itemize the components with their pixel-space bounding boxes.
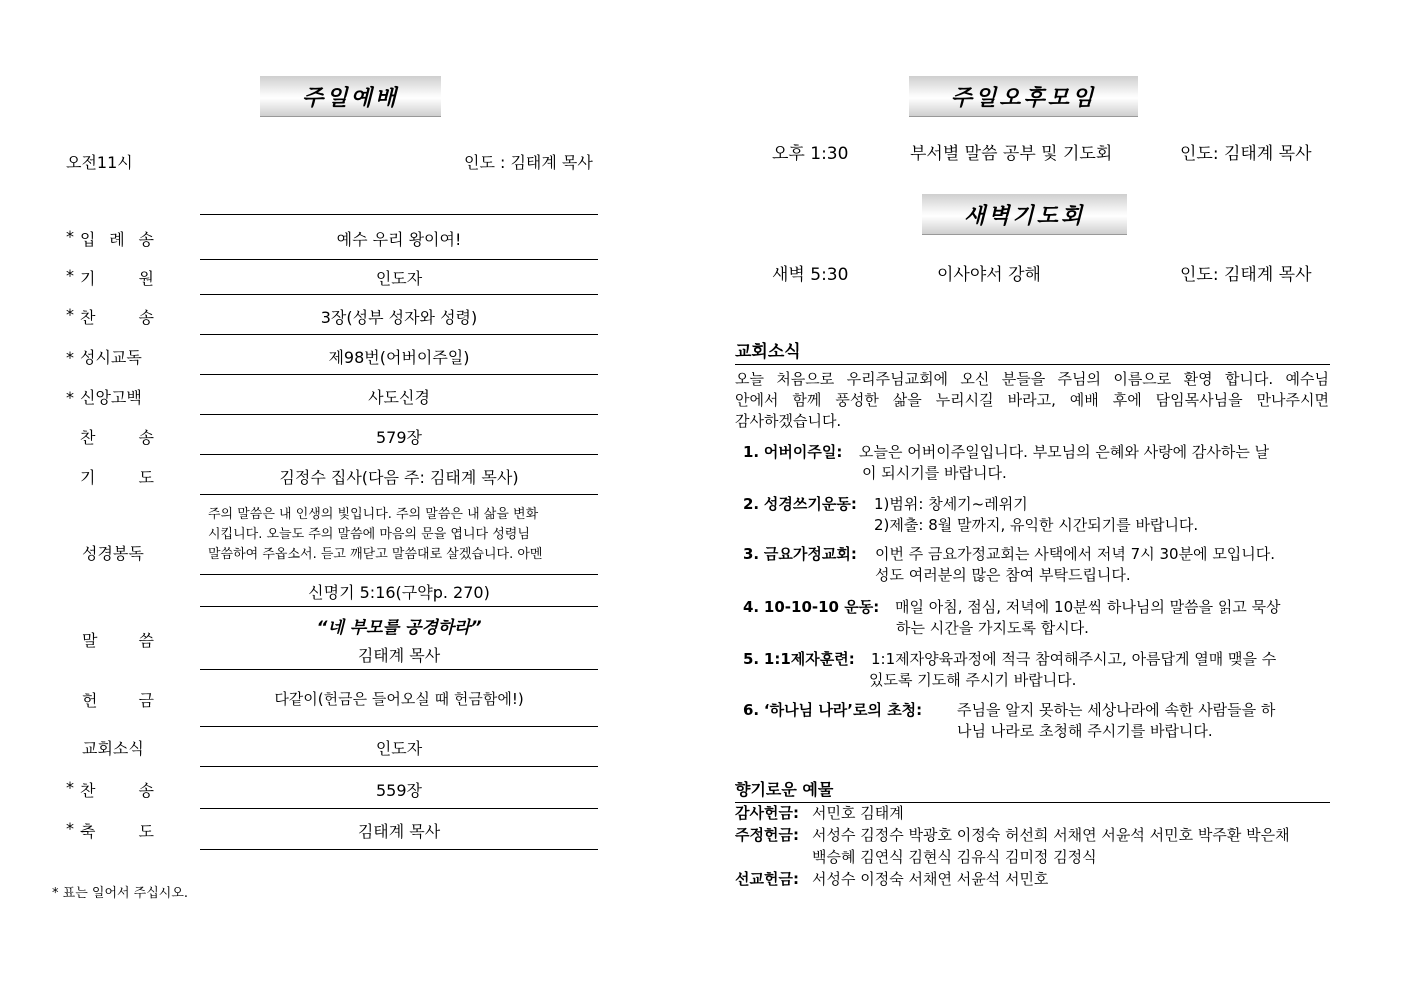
- news-item: 1. 어버이주일: 오늘은 어버이주일입니다. 부모님의 은혜와 사랑에 감사하는 날 이 되시기를 바랍니다.: [743, 443, 1270, 482]
- rule: [200, 374, 598, 375]
- gift-row: 주정헌금: 서성수 김정수 박광호 이정숙 허선희 서채연 서윤석 서민호 박주환 박은채 백승혜 김연식 김현식 김유식 김미정 김정식: [735, 826, 1290, 866]
- order-label: * 성시교독: [66, 348, 142, 367]
- afternoon-banner: [909, 76, 1138, 117]
- order-value: 예수 우리 왕이여!: [336, 230, 462, 249]
- dawn-banner-text: 새벽기도회: [963, 203, 1086, 229]
- gift-row: 선교헌금: 서성수 이정숙 서채연 서윤석 서민호: [735, 870, 1049, 888]
- news-intro-line: 안에서 함께 풍성한 삶을 누리시길 바라고, 예배 후에 담임목사님을 만나주시면: [735, 391, 1329, 409]
- rule: [200, 606, 598, 607]
- rule: [200, 214, 598, 215]
- order-value: 579장: [376, 428, 422, 447]
- afternoon-desc: 부서별 말씀 공부 및 기도회: [910, 144, 1113, 164]
- rule: [200, 808, 598, 809]
- rule: [200, 414, 598, 415]
- footnote: * 표는 일어서 주십시오.: [52, 886, 189, 901]
- gift-row: 감사헌금: 서민호 김태계: [735, 804, 904, 822]
- order-value: 사도신경: [368, 388, 430, 407]
- rule: [200, 454, 598, 455]
- reading-passage: 신명기 5:16(구약p. 270): [308, 583, 490, 602]
- order-label: 교회소식: [82, 739, 144, 758]
- worship-time: 오전11시: [66, 153, 133, 172]
- order-label: * 찬 송: [66, 305, 154, 327]
- worship-banner: [260, 76, 441, 117]
- dawn-leader: 인도: 김태계 목사: [1180, 265, 1312, 285]
- news-item: 4. 10-10-10 운동: 매일 아침, 점심, 저녁에 10분씩 하나님의 말씀을 읽고 묵상 하는 시간을 가지도록 합시다.: [743, 598, 1281, 637]
- order-label: * 입 례 송: [66, 227, 154, 249]
- order-label: * 기 원: [66, 266, 154, 288]
- news-intro-line: 감사하겠습니다.: [735, 412, 842, 430]
- offering-label: 헌 금: [82, 691, 154, 710]
- reading-line: 주의 말씀은 내 인생의 빛입니다. 주의 말씀은 내 삶을 변화: [208, 507, 539, 522]
- news-item: 6. ‘하나님 나라’로의 초청: 주님을 알지 못하는 세상나라에 속한 사람들을 하 나님 나라로 초청해 주시기를 바랍니다.: [743, 701, 1276, 740]
- rule: [200, 849, 598, 850]
- rule: [200, 574, 598, 575]
- news-item: 5. 1:1제자훈련: 1:1제자양육과정에 적극 참여해주시고, 아름답게 열매 맺을 수 있도록 기도해 주시기 바랍니다.: [743, 650, 1277, 689]
- order-label: 기 도: [80, 468, 154, 487]
- offering-value: 다같이(헌금은 들어오실 때 헌금함에!): [274, 690, 524, 708]
- rule: [200, 259, 598, 260]
- dawn-banner: [922, 194, 1127, 235]
- order-label: 찬 송: [80, 428, 154, 447]
- reading-line: 시킵니다. 오늘도 주의 말씀에 마음의 문을 엽니다 성령님: [208, 527, 530, 542]
- rule: [200, 726, 598, 727]
- dawn-desc: 이사야서 강해: [937, 265, 1041, 285]
- news-intro-line: 오늘 처음으로 우리주님교회에 오신 분들을 주님의 이름으로 환영 합니다. 예수님: [735, 370, 1329, 388]
- order-label: * 찬 송: [66, 778, 154, 800]
- rule: [200, 669, 598, 670]
- worship-leader: 인도 : 김태계 목사: [464, 153, 593, 172]
- news-title: 교회소식: [735, 337, 1330, 365]
- order-value: 559장: [376, 781, 422, 800]
- order-value: 제98번(어버이주일): [328, 348, 470, 367]
- reading-label: 성경봉독: [82, 544, 144, 563]
- afternoon-leader: 인도: 김태계 목사: [1180, 144, 1312, 164]
- dawn-time: 새벽 5:30: [772, 265, 849, 285]
- news-item: 3. 금요가정교회: 이번 주 금요가정교회는 사택에서 저녁 7시 30분에 모입니다. 성도 여러분의 많은 참여 부탁드립니다.: [743, 545, 1276, 584]
- order-label: * 축 도: [66, 819, 154, 841]
- order-value: 인도자: [375, 269, 423, 288]
- rule: [200, 294, 598, 295]
- afternoon-banner-text: 주일오후모임: [950, 85, 1097, 111]
- order-value: 김태계 목사: [357, 822, 441, 841]
- reading-line: 말씀하여 주옵소서. 듣고 깨닫고 말씀대로 살겠습니다. 아멘: [208, 547, 543, 562]
- sermon-label: 말 씀: [82, 631, 154, 650]
- rule: [200, 766, 598, 767]
- order-value: 3장(성부 성자와 성령): [320, 308, 478, 327]
- news-intro: [735, 369, 1329, 432]
- order-label: * 신앙고백: [66, 388, 142, 407]
- news-item: 2. 성경쓰기운동: 1)범위: 창세기~레위기 2)제출: 8월 말까지, 유익한 시간되기를 바랍니다.: [743, 495, 1199, 534]
- rule: [200, 334, 598, 335]
- order-value: 인도자: [375, 739, 423, 758]
- afternoon-time: 오후 1:30: [772, 144, 849, 164]
- sermon-preacher: 김태계 목사: [357, 646, 441, 665]
- reading-prayer: [208, 505, 590, 565]
- rule: [200, 494, 598, 495]
- sermon-title: “네 부모를 공경하라”: [316, 618, 482, 638]
- worship-banner-text: 주일예배: [301, 85, 399, 111]
- order-value: 김정수 집사(다음 주: 김태계 목사): [279, 468, 519, 487]
- gifts-title: 향기로운 예물: [735, 777, 1330, 803]
